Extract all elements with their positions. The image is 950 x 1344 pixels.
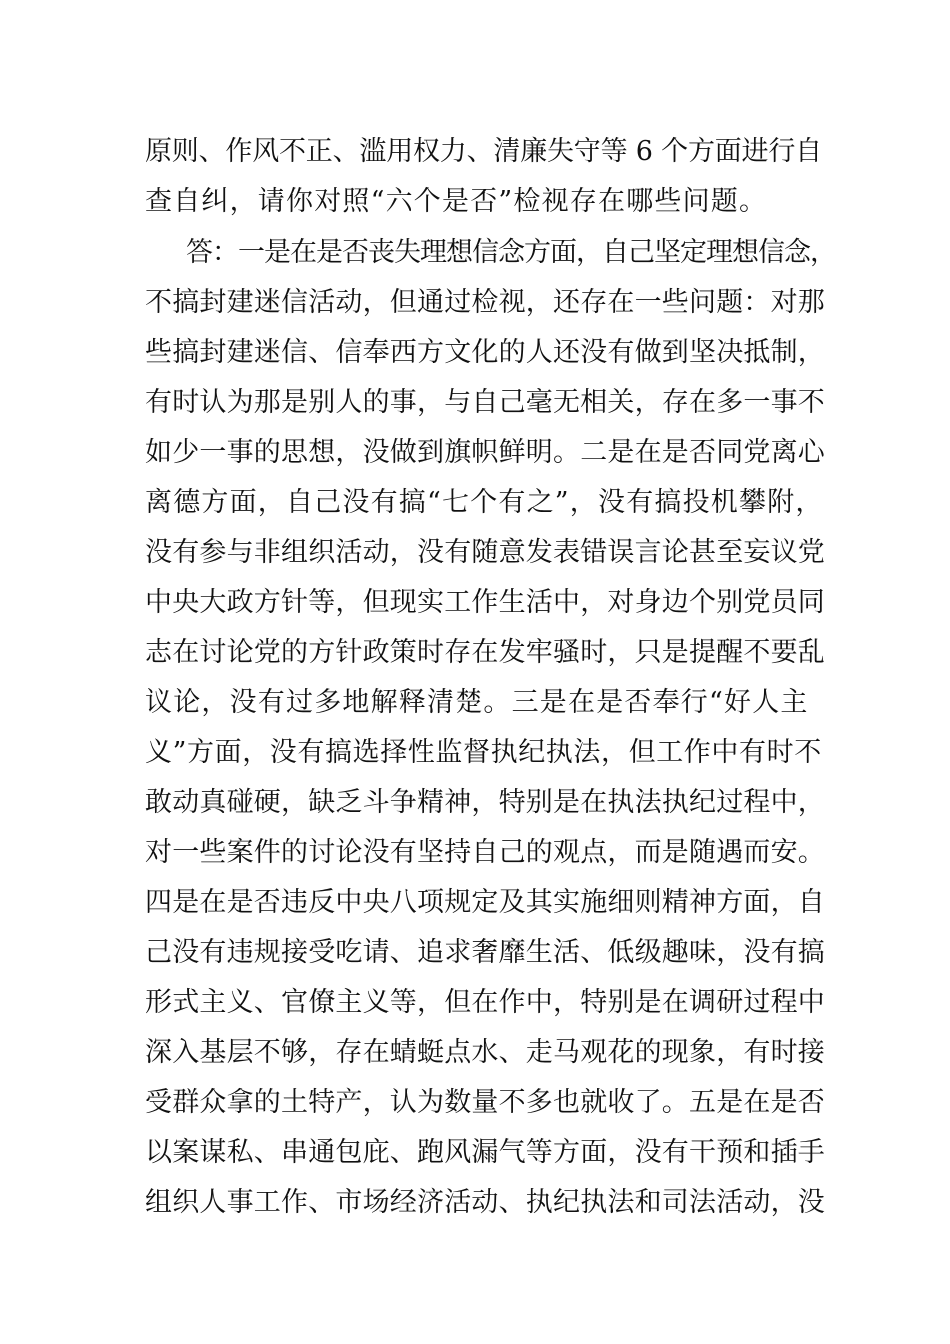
text-line: 敢动真碰硬，缺乏斗争精神，特别是在执法执纪过程中， <box>145 787 825 818</box>
text-line: 受群众拿的土特产，认为数量不多也就收了。五是在是否 <box>145 1087 825 1118</box>
text-line: 志在讨论党的方针政策时存在发牢骚时，只是提醒不要乱 <box>145 637 825 668</box>
text-line: 形式主义、官僚主义等，但在作中，特别是在调研过程中 <box>145 987 825 1018</box>
text-line: 四是在是否违反中央八项规定及其实施细则精神方面，自 <box>145 887 825 918</box>
text-line: 如少一事的思想，没做到旗帜鲜明。二是在是否同党离心 <box>145 437 825 468</box>
text-line: 己没有违规接受吃请、追求奢靡生活、低级趣味，没有搞 <box>145 937 825 968</box>
text-line: 些搞封建迷信、信奉西方文化的人还没有做到坚决抵制， <box>145 337 825 368</box>
text-line: 不搞封建迷信活动，但通过检视，还存在一些问题：对那 <box>145 287 825 318</box>
text-line: 查自纠，请你对照“六个是否”检视存在哪些问题。 <box>145 186 768 217</box>
text-line: 有时认为那是别人的事，与自己毫无相关，存在多一事不 <box>145 387 825 418</box>
text-line: 义”方面，没有搞选择性监督执纪执法，但工作中有时不 <box>145 737 822 768</box>
text-line: 对一些案件的讨论没有坚持自己的观点，而是随遇而安。 <box>145 837 825 868</box>
text-line: 中央大政方针等，但现实工作生活中，对身边个别党员同 <box>145 587 825 618</box>
text-line: 以案谋私、串通包庇、跑风漏气等方面，没有干预和插手 <box>145 1137 825 1168</box>
text-line: 没有参与非组织活动，没有随意发表错误言论甚至妄议党 <box>145 537 825 568</box>
text-line: 原则、作风不正、滥用权力、清廉失守等 6 个方面进行自 <box>145 136 822 167</box>
text-line: 议论，没有过多地解释清楚。三是在是否奉行“好人主 <box>145 687 809 718</box>
text-line: 离德方面，自己没有搞“七个有之”，没有搞投机攀附， <box>145 487 824 518</box>
text-line: 深入基层不够，存在蜻蜓点水、走马观花的现象，有时接 <box>145 1037 825 1068</box>
paragraph-start-line: 答：一是在是否丧失理想信念方面，自己坚定理想信念， <box>186 237 836 268</box>
text-line: 组织人事工作、市场经济活动、执纪执法和司法活动，没 <box>145 1187 825 1218</box>
